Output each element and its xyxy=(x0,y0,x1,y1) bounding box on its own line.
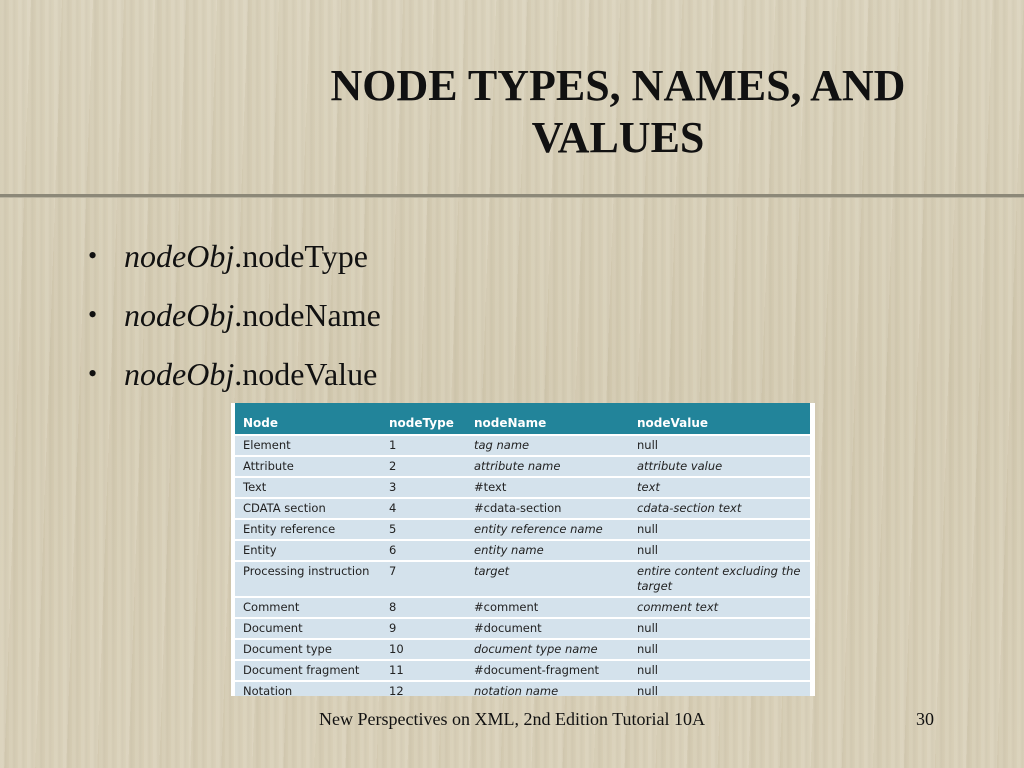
table-cell: cdata-section text xyxy=(637,501,742,515)
table-cell: Notation xyxy=(243,684,293,696)
table-cell: entity name xyxy=(474,543,544,557)
table-row xyxy=(235,618,810,639)
bullet-item xyxy=(80,287,381,346)
table-cell: 9 xyxy=(389,621,397,635)
column-header: nodeName xyxy=(474,415,547,430)
table-cell: null xyxy=(637,663,658,677)
table-cell: null xyxy=(637,642,658,656)
table-row xyxy=(235,540,810,561)
table-cell: text xyxy=(637,480,660,494)
table-cell: Document xyxy=(243,621,303,635)
bullet-list xyxy=(80,228,381,405)
table-cell: 8 xyxy=(389,600,397,614)
column-header: nodeType xyxy=(389,415,454,430)
table-cell: null xyxy=(637,543,658,557)
table-cell: 11 xyxy=(389,663,404,677)
table-cell: target xyxy=(474,564,510,578)
table-cell: 10 xyxy=(389,642,404,656)
table-cell: 2 xyxy=(389,459,397,473)
table-cell: 3 xyxy=(389,480,397,494)
table-cell: null xyxy=(637,522,658,536)
node-types-table xyxy=(235,403,810,696)
table-cell: 12 xyxy=(389,684,404,696)
bullet-property: .nodeType xyxy=(234,238,368,274)
table-cell: #comment xyxy=(474,600,539,614)
bullet-marker: • xyxy=(88,359,98,388)
table-row xyxy=(235,681,810,696)
table-cell: Entity reference xyxy=(243,522,336,536)
table-row xyxy=(235,435,810,456)
footer-text: New Perspectives on XML, 2nd Edition Tutorial 10A xyxy=(319,709,705,729)
table-cell: Comment xyxy=(243,600,300,614)
table-cell: null xyxy=(637,621,658,635)
table-row xyxy=(235,519,810,540)
column-header: nodeValue xyxy=(637,415,709,430)
table-cell: null xyxy=(637,684,658,696)
title-divider xyxy=(0,194,1024,198)
table-cell: document type name xyxy=(474,642,598,656)
table-cell: 7 xyxy=(389,564,397,578)
table-row xyxy=(235,561,810,597)
table-cell: entity reference name xyxy=(474,522,603,536)
column-header: Node xyxy=(243,415,279,430)
table-cell: 1 xyxy=(389,438,397,452)
table-cell: Entity xyxy=(243,543,277,557)
table-cell: #document-fragment xyxy=(474,663,600,677)
table-cell: #cdata-section xyxy=(474,501,562,515)
bullet-property: .nodeValue xyxy=(234,356,378,392)
bullet-property: .nodeName xyxy=(234,297,381,333)
table-row xyxy=(235,597,810,618)
table-row xyxy=(235,639,810,660)
bullet-object: nodeObj xyxy=(124,356,235,392)
table-cell: 4 xyxy=(389,501,397,515)
bullet-item xyxy=(80,346,381,405)
slide-title: NODE TYPES, NAMES, AND VALUES xyxy=(330,61,906,162)
table-cell: CDATA section xyxy=(243,501,326,515)
table-cell: attribute value xyxy=(637,459,723,473)
bullet-marker: • xyxy=(88,241,98,270)
page-number: 30 xyxy=(916,709,934,729)
table-cell: Attribute xyxy=(243,459,294,473)
bullet-object: nodeObj xyxy=(124,297,235,333)
table-body xyxy=(235,435,810,696)
table-cell: comment text xyxy=(637,600,719,614)
table-cell: 5 xyxy=(389,522,397,536)
table-cell: #text xyxy=(474,480,507,494)
table-cell: entire content excluding the target xyxy=(637,564,801,593)
bullet-item xyxy=(80,228,381,287)
table-cell: attribute name xyxy=(474,459,561,473)
table-cell: Element xyxy=(243,438,291,452)
table-cell: 6 xyxy=(389,543,397,557)
table-row xyxy=(235,477,810,498)
table-row xyxy=(235,498,810,519)
table-cell: Processing instruction xyxy=(243,564,370,578)
table-row xyxy=(235,660,810,681)
table-cell: notation name xyxy=(474,684,559,696)
table-cell: Document fragment xyxy=(243,663,360,677)
table-cell: #document xyxy=(474,621,542,635)
bullet-object: nodeObj xyxy=(124,238,235,274)
bullet-marker: • xyxy=(88,300,98,329)
table-cell: Text xyxy=(243,480,267,494)
table-cell: null xyxy=(637,438,658,452)
node-types-table-image xyxy=(231,403,815,696)
table-cell: tag name xyxy=(474,438,530,452)
table-cell: Document type xyxy=(243,642,332,656)
table-row xyxy=(235,456,810,477)
table-header-row xyxy=(235,403,810,435)
